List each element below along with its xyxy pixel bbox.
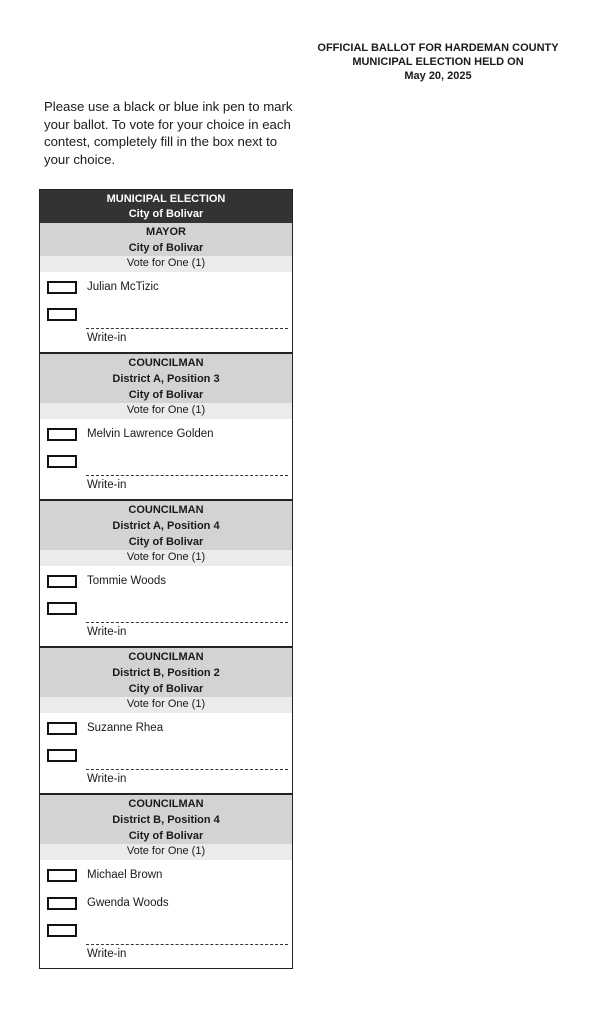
- write-in-label: Write-in: [87, 332, 127, 344]
- vote-checkbox[interactable]: [47, 897, 77, 910]
- contest-district: District A, Position 3: [112, 373, 220, 385]
- write-in-label: Write-in: [87, 773, 127, 785]
- write-in-line[interactable]: [86, 769, 288, 770]
- contests-container: [40, 223, 292, 968]
- candidate-name: Michael Brown: [87, 869, 163, 881]
- candidate-name: Julian McTizic: [87, 281, 159, 293]
- vote-checkbox[interactable]: [47, 575, 77, 588]
- contest-header: [40, 648, 292, 697]
- contest-header: [40, 501, 292, 550]
- candidate-option[interactable]: [40, 868, 292, 896]
- write-in-checkbox[interactable]: [47, 308, 77, 321]
- write-in-line[interactable]: [86, 622, 288, 623]
- contest-header: [40, 223, 292, 256]
- ballot-title: [300, 41, 576, 83]
- candidate-name: Suzanne Rhea: [87, 722, 164, 734]
- contest: [40, 352, 292, 499]
- candidate-name: Tommie Woods: [87, 575, 167, 587]
- contest-city: City of Bolivar: [128, 683, 204, 695]
- ballot-title-line-1: OFFICIAL BALLOT FOR HARDEMAN COUNTY: [317, 42, 559, 54]
- candidate-option[interactable]: [40, 896, 292, 924]
- write-in-option[interactable]: [40, 749, 292, 793]
- contest-office: COUNCILMAN: [128, 651, 204, 663]
- contest-city: City of Bolivar: [128, 830, 204, 842]
- candidate-option[interactable]: [40, 721, 292, 749]
- write-in-checkbox[interactable]: [47, 924, 77, 937]
- vote-for-instruction: Vote for One (1): [40, 256, 292, 272]
- ballot-box: [39, 189, 293, 969]
- contest-office: COUNCILMAN: [128, 798, 204, 810]
- contest-header: [40, 354, 292, 403]
- write-in-label: Write-in: [87, 948, 127, 960]
- contest-district: District B, Position 4: [112, 814, 220, 826]
- vote-for-instruction: Vote for One (1): [40, 844, 292, 860]
- candidate-name: Melvin Lawrence Golden: [87, 428, 214, 440]
- write-in-line[interactable]: [86, 475, 288, 476]
- write-in-checkbox[interactable]: [47, 602, 77, 615]
- vote-checkbox[interactable]: [47, 722, 77, 735]
- contest-office: COUNCILMAN: [128, 504, 204, 516]
- contest-city: City of Bolivar: [128, 389, 204, 401]
- candidate-option[interactable]: [40, 574, 292, 602]
- contest-city: City of Bolivar: [128, 242, 204, 254]
- contest-district: District B, Position 2: [112, 667, 220, 679]
- write-in-option[interactable]: [40, 602, 292, 646]
- contest-office: COUNCILMAN: [128, 357, 204, 369]
- candidate-option[interactable]: [40, 280, 292, 308]
- write-in-checkbox[interactable]: [47, 455, 77, 468]
- ballot-instructions: Please use a black or blue ink pen to mark your ballot. To vote for your choice in each contest, completely fill in the box next to your choice.: [44, 99, 293, 167]
- write-in-option[interactable]: [40, 924, 292, 968]
- write-in-label: Write-in: [87, 479, 127, 491]
- vote-checkbox[interactable]: [47, 869, 77, 882]
- candidate-option[interactable]: [40, 427, 292, 455]
- contest-header: [40, 795, 292, 844]
- vote-for-instruction: Vote for One (1): [40, 697, 292, 713]
- vote-checkbox[interactable]: [47, 428, 77, 441]
- contest-city: City of Bolivar: [128, 536, 204, 548]
- write-in-line[interactable]: [86, 944, 288, 945]
- election-city: City of Bolivar: [128, 208, 204, 220]
- write-in-option[interactable]: [40, 308, 292, 352]
- ballot-title-line-2: MUNICIPAL ELECTION HELD ON: [352, 56, 524, 68]
- candidate-name: Gwenda Woods: [87, 897, 169, 909]
- vote-for-instruction: Vote for One (1): [40, 403, 292, 419]
- election-header: [40, 190, 292, 223]
- contest: [40, 646, 292, 793]
- ballot-date: May 20, 2025: [404, 70, 472, 82]
- contest-office: MAYOR: [146, 226, 186, 238]
- contest-district: District A, Position 4: [112, 520, 220, 532]
- vote-checkbox[interactable]: [47, 281, 77, 294]
- contest: [40, 223, 292, 352]
- write-in-label: Write-in: [87, 626, 127, 638]
- contest: [40, 793, 292, 968]
- write-in-option[interactable]: [40, 455, 292, 499]
- write-in-line[interactable]: [86, 328, 288, 329]
- election-title: MUNICIPAL ELECTION: [106, 193, 226, 205]
- vote-for-instruction: Vote for One (1): [40, 550, 292, 566]
- contest: [40, 499, 292, 646]
- write-in-checkbox[interactable]: [47, 749, 77, 762]
